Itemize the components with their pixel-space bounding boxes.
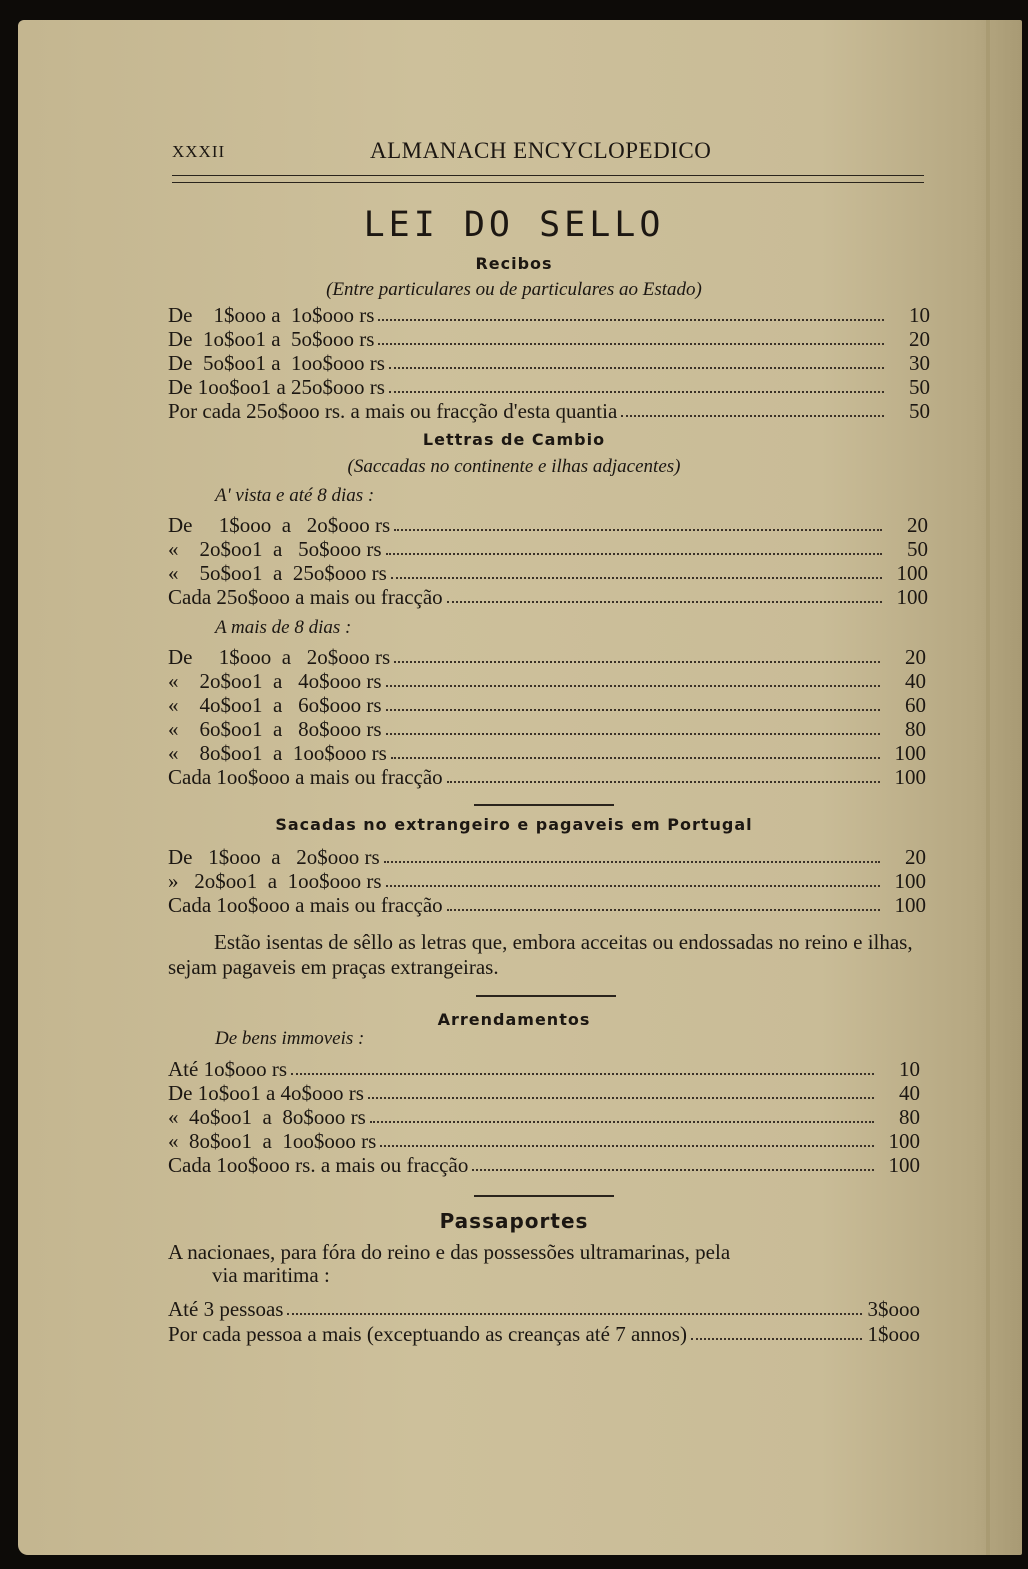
row-value: 10: [909, 303, 930, 327]
leader-dots: [378, 318, 884, 321]
table-row: [168, 513, 928, 537]
row-value: 30: [909, 351, 930, 375]
leader-dots: [386, 552, 883, 555]
row-value: 40: [899, 1081, 920, 1105]
leader-dots: [447, 780, 880, 783]
row-label: « 8o$oo1 a 1oo$ooo rs: [168, 741, 387, 765]
leader-dots: [389, 390, 884, 393]
leader-dots: [378, 342, 884, 345]
row-value: 20: [905, 645, 926, 669]
row-label: De 1o$oo1 a 4o$ooo rs: [168, 1081, 364, 1105]
row-value: 20: [905, 845, 926, 869]
table-row: [168, 351, 930, 375]
row-value: 20: [909, 327, 930, 351]
row-label: Cada 25o$ooo a mais ou fracção: [168, 585, 443, 609]
row-label: Por cada pessoa a mais (exceptuando as creanças até 7 annos): [168, 1322, 687, 1346]
table-row: [168, 741, 926, 765]
table-row: [168, 1057, 920, 1081]
table-row: [168, 1105, 920, 1129]
leader-dots: [386, 884, 881, 887]
section-heading-sacadas: Sacadas no extrangeiro e pagaveis em Portugal: [275, 815, 753, 834]
row-value: 3$ooo: [867, 1297, 920, 1321]
table-row: [168, 693, 926, 717]
row-label: Cada 1oo$ooo a mais ou fracção: [168, 893, 443, 917]
row-label: « 4o$oo1 a 8o$ooo rs: [168, 1105, 366, 1129]
leader-dots: [621, 414, 884, 417]
row-label: De 1$ooo a 2o$ooo rs: [168, 645, 391, 669]
table-row: [168, 1297, 920, 1321]
table-row: [168, 1153, 920, 1177]
row-label: « 8o$oo1 a 1oo$ooo rs: [168, 1129, 377, 1153]
section-heading-recibos: Recibos: [475, 254, 553, 273]
leader-dots: [386, 684, 881, 687]
running-title: ALMANACH ENCYCLOPEDICO: [370, 138, 712, 163]
leader-dots: [447, 600, 882, 603]
leader-dots: [691, 1337, 862, 1340]
section-subtitle-recibos: (Entre particulares ou de particulares ao Estado): [326, 279, 702, 300]
row-value: 100: [894, 869, 926, 893]
table-row: [168, 537, 928, 561]
leader-dots: [370, 1120, 874, 1123]
section-heading-letras: Lettras de Cambio: [422, 430, 606, 449]
leader-dots: [389, 366, 884, 369]
section-heading-passaportes: Passaportes: [439, 1209, 589, 1233]
row-value: 80: [905, 717, 926, 741]
row-label: « 6o$oo1 a 8o$ooo rs: [168, 717, 382, 741]
main-title: LEI DO SELLO: [363, 205, 665, 245]
table-row: [168, 327, 930, 351]
table-row: [168, 893, 926, 917]
table-row: [168, 399, 930, 423]
row-value: 10: [899, 1057, 920, 1081]
divider: [474, 804, 614, 806]
row-label: De 1$ooo a 2o$ooo rs: [168, 845, 380, 869]
section-heading-arrendamentos: Arrendamentos: [437, 1010, 591, 1029]
leader-dots: [384, 860, 880, 863]
leader-dots: [447, 908, 880, 911]
row-label: « 2o$oo1 a 4o$ooo rs: [168, 669, 382, 693]
divider: [474, 1195, 614, 1197]
leader-dots: [386, 732, 881, 735]
table-row: [168, 1322, 920, 1346]
passaportes-intro-line1: A nacionaes, para fóra do reino e das possessões ultramarinas, pela: [168, 1240, 731, 1264]
section-subtitle-letras: (Saccadas no continente e ilhas adjacentes): [347, 456, 681, 477]
table-row: [168, 375, 930, 399]
leader-dots: [394, 528, 882, 531]
row-value: 1$ooo: [867, 1322, 920, 1346]
leader-dots: [386, 708, 881, 711]
row-value: 100: [888, 1129, 920, 1153]
leader-dots: [368, 1096, 874, 1099]
row-label: Por cada 25o$ooo rs. a mais ou fracção d'esta quantia: [168, 399, 618, 423]
row-label: De 1$ooo a 2o$ooo rs: [168, 513, 391, 537]
leader-dots: [391, 756, 880, 759]
row-value: 100: [896, 585, 928, 609]
leader-dots: [472, 1168, 874, 1171]
page-number: XXXII: [172, 142, 226, 161]
row-label: » 2o$oo1 a 1oo$ooo rs: [168, 869, 382, 893]
table-row: [168, 1081, 920, 1105]
sacadas-note: Estão isentas de sêllo as letras que, embora acceitas ou endossadas no reino e ilhas, sejam pagaveis em praças extrangeiras.: [168, 930, 913, 979]
row-label: Até 3 pessoas: [168, 1297, 284, 1321]
row-value: 100: [894, 893, 926, 917]
row-value: 100: [894, 765, 926, 789]
row-value: 20: [907, 513, 928, 537]
row-value: 40: [905, 669, 926, 693]
row-label: Até 1o$ooo rs: [168, 1057, 287, 1081]
row-value: 100: [896, 561, 928, 585]
row-value: 100: [888, 1153, 920, 1177]
subsection-vista: A' vista e até 8 dias :: [215, 485, 375, 506]
row-label: Cada 1oo$ooo rs. a mais ou fracção: [168, 1153, 469, 1177]
leader-dots: [391, 576, 882, 579]
row-label: De 1oo$oo1 a 25o$ooo rs: [168, 375, 385, 399]
leader-dots: [287, 1312, 861, 1315]
row-value: 60: [905, 693, 926, 717]
table-row: [168, 303, 930, 327]
row-label: De 1o$oo1 a 5o$ooo rs: [168, 327, 375, 351]
leader-dots: [380, 1144, 874, 1147]
table-row: [168, 561, 928, 585]
row-value: 80: [899, 1105, 920, 1129]
subsection-mais: A mais de 8 dias :: [215, 617, 352, 638]
row-label: De 1$ooo a 1o$ooo rs: [168, 303, 375, 327]
table-row: [168, 717, 926, 741]
subsection-bens: De bens immoveis :: [215, 1028, 365, 1049]
row-label: « 5o$oo1 a 25o$ooo rs: [168, 561, 387, 585]
header-rule: [172, 175, 924, 183]
table-row: [168, 869, 926, 893]
table-row: [168, 845, 926, 869]
table-row: [168, 669, 926, 693]
table-row: [168, 645, 926, 669]
table-row: [168, 765, 926, 789]
leader-dots: [394, 660, 880, 663]
row-label: « 4o$oo1 a 6o$ooo rs: [168, 693, 382, 717]
row-value: 100: [894, 741, 926, 765]
leader-dots: [291, 1072, 874, 1075]
row-value: 50: [909, 399, 930, 423]
divider: [476, 995, 616, 997]
row-label: Cada 1oo$ooo a mais ou fracção: [168, 765, 443, 789]
row-value: 50: [909, 375, 930, 399]
table-row: [168, 585, 928, 609]
table-row: [168, 1129, 920, 1153]
passaportes-intro-line2: via maritima :: [212, 1263, 330, 1287]
row-label: De 5o$oo1 a 1oo$ooo rs: [168, 351, 385, 375]
row-label: « 2o$oo1 a 5o$ooo rs: [168, 537, 382, 561]
row-value: 50: [907, 537, 928, 561]
